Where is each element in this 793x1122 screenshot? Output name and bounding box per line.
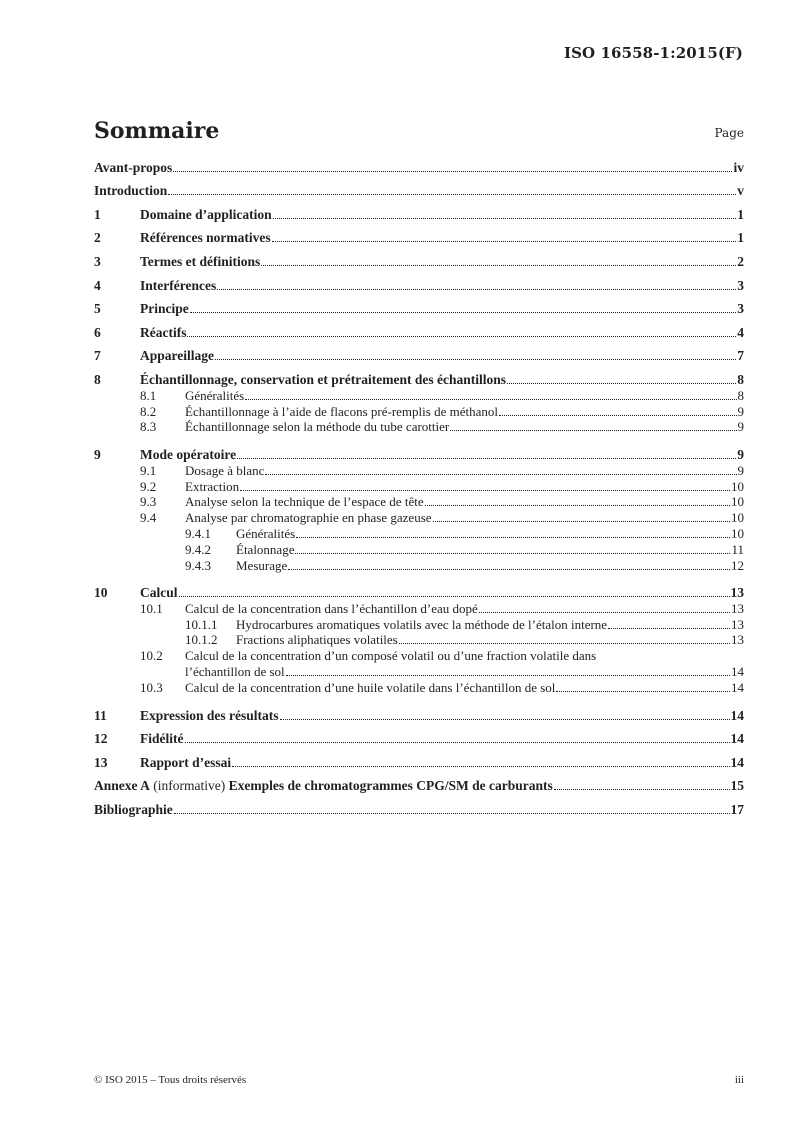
toc-entry-page: 8 [737, 371, 744, 387]
page-number: iii [734, 1074, 744, 1086]
dot-leader [295, 553, 730, 554]
toc-entry-page: 15 [730, 778, 744, 794]
dot-leader [399, 643, 730, 644]
copyright-notice: © ISO 2015 – Tous droits réservés [94, 1074, 247, 1086]
dot-leader [507, 383, 736, 384]
annex-title: Exemples de chromatogrammes CPG/SM de carburants [228, 778, 553, 794]
dot-leader [185, 742, 730, 743]
dot-leader [499, 415, 737, 416]
toc-entry-page: 3 [737, 301, 744, 317]
toc-entry-number: 8.2 [140, 403, 157, 419]
dot-leader [288, 569, 730, 570]
toc-entry[interactable] [94, 700, 744, 724]
toc-entry-page: 11 [731, 541, 744, 557]
toc-entry-page: 10 [731, 494, 744, 510]
toc-entry[interactable] [94, 341, 744, 365]
dot-leader [217, 289, 736, 290]
toc-entry-page: 10 [731, 525, 744, 541]
toc-entry-title [94, 778, 553, 794]
toc-entry-number: 8.1 [140, 387, 157, 403]
toc-entry-page: 8 [737, 387, 744, 403]
page-column-label: Page [714, 126, 744, 140]
toc-entry-page: 2 [737, 253, 744, 269]
toc-entry-number: 9.4.3 [185, 557, 211, 573]
toc-entry-title: Principe [140, 301, 189, 317]
toc-entry-number: 2 [94, 230, 101, 246]
toc-entry-page: 13 [730, 585, 744, 601]
toc-entry-number: 9.4.2 [185, 541, 211, 557]
toc-entry[interactable] [94, 794, 744, 818]
dot-leader [179, 596, 730, 597]
dot-leader [554, 789, 730, 790]
dot-leader [190, 312, 737, 313]
toc-entry-page: 9 [737, 403, 744, 419]
toc-entry[interactable] [94, 633, 744, 649]
toc-entry[interactable] [94, 463, 744, 479]
toc-entry-title: Hydrocarbures aromatiques volatils avec la méthode de l’étalon interne [236, 616, 608, 632]
toc-entry[interactable] [94, 578, 744, 602]
toc-entry[interactable] [94, 388, 744, 404]
toc-entry-number: 8 [94, 371, 101, 387]
dot-leader [232, 766, 729, 767]
dot-leader [168, 194, 736, 195]
toc-entry[interactable] [94, 176, 744, 200]
toc-entry-number: 9 [94, 446, 101, 462]
toc-entry-title: Calcul de la concentration dans l’échantillon d’eau dopé [185, 600, 478, 616]
toc-entry-page: 1 [737, 206, 744, 222]
toc-entry[interactable] [94, 617, 744, 633]
toc-entry-title: Domaine d’application [140, 206, 272, 222]
toc-entry-page: 17 [730, 802, 744, 818]
toc-entry[interactable] [94, 526, 744, 542]
toc-entry-number: 10 [94, 585, 108, 601]
dot-leader [280, 719, 730, 720]
toc-entry[interactable] [94, 317, 744, 341]
dot-leader [286, 675, 730, 676]
toc-entry-number: 12 [94, 731, 108, 747]
toc-entry-title: Appareillage [140, 348, 214, 364]
toc-entry-title: Mode opératoire [140, 446, 237, 462]
dot-leader [245, 399, 736, 400]
toc-entry-page: 10 [731, 510, 744, 526]
toc-entry[interactable] [94, 270, 744, 294]
toc-entry-number: 8.3 [140, 419, 157, 435]
toc-entry-title: Fractions aliphatiques volatiles [236, 632, 398, 648]
toc-entry-number: 1 [94, 206, 101, 222]
toc-entry[interactable] [94, 479, 744, 495]
toc-entry[interactable] [94, 664, 744, 680]
toc-entry-title: Généralités [185, 387, 245, 403]
toc-entry-title: Dosage à blanc [185, 462, 265, 478]
toc-entry-page: iv [733, 159, 744, 175]
toc-entry-page: 14 [730, 731, 744, 747]
toc-entry-title: Échantillonnage, conservation et prétraitement des échantillons [140, 371, 506, 387]
toc-entry[interactable] [94, 223, 744, 247]
toc-entry-title: Fidélité [140, 731, 184, 747]
toc-entry-page: 4 [737, 324, 744, 340]
toc-entry-number: 9.4 [140, 510, 157, 526]
toc-entry[interactable] [94, 364, 744, 388]
toc-entry-page: 14 [730, 707, 744, 723]
toc-entry-number: 10.2 [140, 648, 163, 664]
toc-entry-page: 13 [731, 632, 744, 648]
dot-leader [174, 813, 730, 814]
table-of-contents [94, 152, 744, 818]
title-row [94, 112, 744, 144]
toc-entry-number: 11 [94, 707, 107, 723]
toc-entry-page: 3 [737, 277, 744, 293]
toc-entry-title: Extraction [185, 478, 240, 494]
toc-entry-page: 14 [731, 664, 744, 680]
dot-leader [608, 628, 730, 629]
toc-entry[interactable] [94, 404, 744, 420]
toc-entry-number: 10.1 [140, 600, 163, 616]
toc-entry-number: 6 [94, 324, 101, 340]
annex-label: Annexe A [94, 778, 150, 794]
dot-leader [237, 458, 736, 459]
dot-leader [261, 265, 736, 266]
toc-entry-page: 1 [737, 230, 744, 246]
toc-entry[interactable] [94, 439, 744, 463]
toc-entry-number: 9.3 [140, 494, 157, 510]
dot-leader [173, 171, 732, 172]
toc-entry-title: Réactifs [140, 324, 187, 340]
toc-entry-title: Mesurage [236, 557, 288, 573]
toc-entry[interactable] [94, 510, 744, 526]
toc-entry-page: 7 [737, 348, 744, 364]
toc-entry-number: 9.1 [140, 462, 157, 478]
toc-entry-page: 13 [731, 616, 744, 632]
toc-entry-number: 10.1.1 [185, 616, 218, 632]
toc-entry[interactable] [94, 771, 744, 795]
dot-leader [296, 537, 730, 538]
toc-entry-title: Rapport d’essai [140, 754, 232, 770]
toc-entry[interactable] [94, 420, 744, 436]
toc-entry-title: Interférences [140, 277, 217, 293]
annex-type: (informative) [149, 778, 229, 794]
toc-entry-page: 9 [737, 446, 744, 462]
toc-entry-page: 14 [730, 754, 744, 770]
toc-entry-title: Échantillonnage selon la méthode du tube carottier [185, 419, 450, 435]
toc-entry-title: Calcul de la concentration d’une huile volatile dans l’échantillon de sol [185, 680, 556, 696]
toc-entry-page: v [737, 183, 744, 199]
toc-entry-page: 13 [731, 600, 744, 616]
dot-leader [240, 490, 730, 491]
toc-entry-number: 5 [94, 301, 101, 317]
dot-leader [479, 612, 730, 613]
toc-entry-number: 10.1.2 [185, 632, 218, 648]
toc-entry-title: Introduction [94, 183, 168, 199]
toc-entry-title: Termes et définitions [140, 253, 261, 269]
toc-entry[interactable] [94, 294, 744, 318]
toc-entry[interactable] [94, 747, 744, 771]
dot-leader [273, 218, 737, 219]
toc-entry[interactable] [94, 680, 744, 696]
toc-entry-title: Références normatives [140, 230, 271, 246]
dot-leader [215, 359, 736, 360]
toc-entry-title: Calcul de la concentration d’un composé volatil ou d’une fraction volatile dans [185, 648, 597, 664]
toc-entry[interactable] [94, 558, 744, 574]
toc-entry-page: 9 [737, 462, 744, 478]
toc-entry-title: l’échantillon de sol [185, 664, 285, 680]
toc-entry[interactable] [94, 724, 744, 748]
toc-entry[interactable] [94, 152, 744, 176]
toc-entry[interactable] [94, 601, 744, 617]
toc-entry-page: 9 [737, 419, 744, 435]
dot-leader [265, 474, 736, 475]
toc-entry-title: Analyse selon la technique de l’espace de tête [185, 494, 424, 510]
toc-entry[interactable] [94, 495, 744, 511]
toc-entry[interactable] [94, 246, 744, 270]
toc-entry[interactable] [94, 648, 744, 664]
toc-entry-number: 10.3 [140, 680, 163, 696]
toc-entry-title: Généralités [236, 525, 296, 541]
toc-entry-number: 13 [94, 754, 108, 770]
toc-entry-title: Calcul [140, 585, 178, 601]
toc-entry-number: 4 [94, 277, 101, 293]
toc-entry-title: Échantillonnage à l’aide de flacons pré-remplis de méthanol [185, 403, 498, 419]
toc-entry-title: Avant-propos [94, 159, 173, 175]
dot-leader [187, 336, 736, 337]
toc-entry[interactable] [94, 199, 744, 223]
toc-entry-title: Bibliographie [94, 802, 173, 818]
toc-entry-title: Analyse par chromatographie en phase gazeuse [185, 510, 432, 526]
toc-entry[interactable] [94, 542, 744, 558]
toc-entry-title: Expression des résultats [140, 707, 279, 723]
document-id: ISO 16558-1:2015(F) [563, 44, 743, 62]
toc-entry-page: 14 [731, 680, 744, 696]
toc-entry-number: 9.2 [140, 478, 157, 494]
dot-leader [433, 521, 730, 522]
toc-entry-number: 9.4.1 [185, 525, 211, 541]
toc-entry-title: Étalonnage [236, 541, 295, 557]
dot-leader [450, 430, 736, 431]
toc-entry-number: 3 [94, 253, 101, 269]
toc-entry-number: 7 [94, 348, 101, 364]
dot-leader [425, 505, 730, 506]
dot-leader [556, 691, 730, 692]
toc-entry-page: 12 [731, 557, 744, 573]
page-title: Sommaire [94, 118, 220, 144]
toc-entry-page: 10 [731, 478, 744, 494]
dot-leader [272, 241, 737, 242]
